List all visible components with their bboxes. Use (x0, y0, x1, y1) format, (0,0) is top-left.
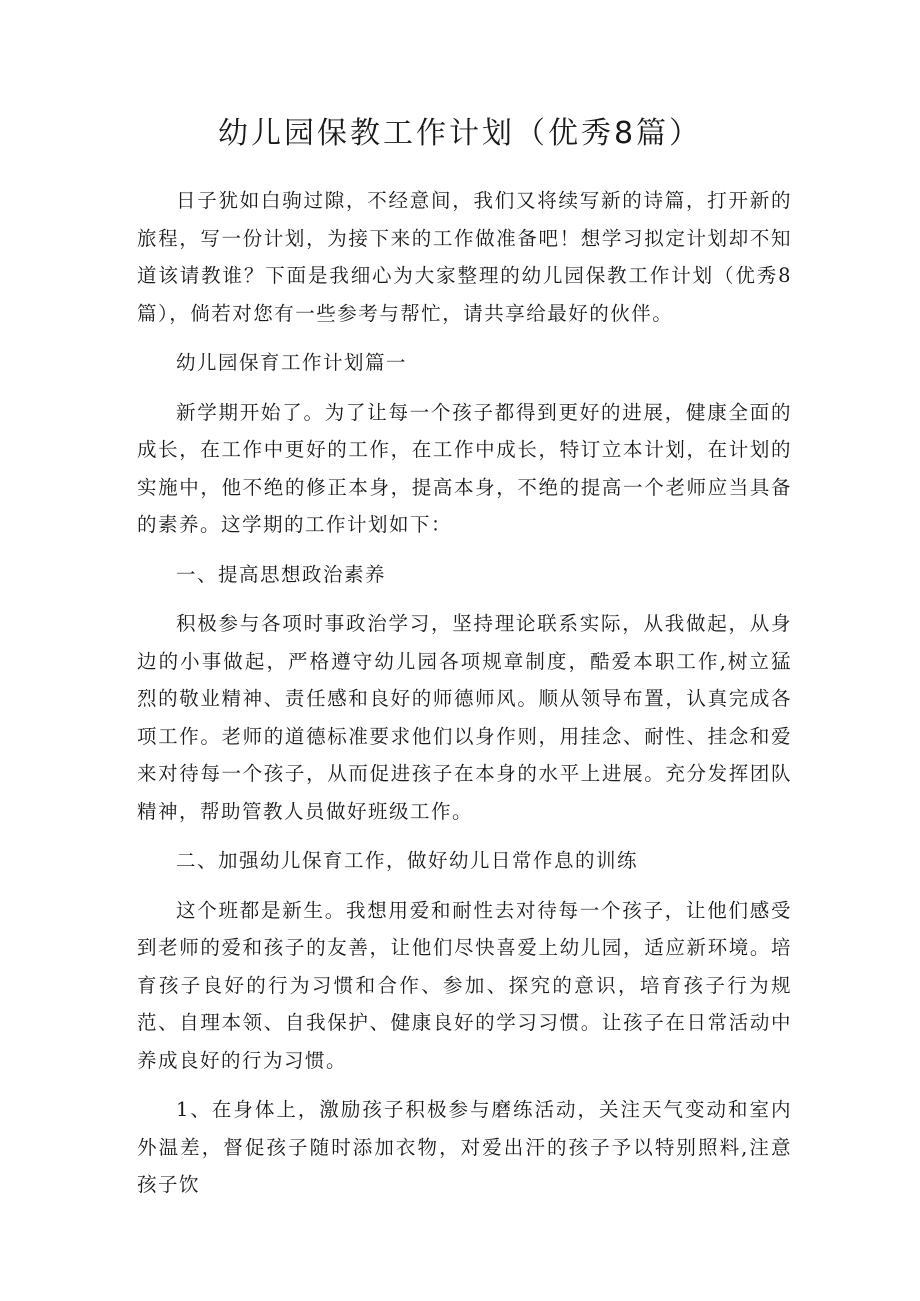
body-paragraph: 这个班都是新生。我想用爱和耐性去对待每一个孩子，让他们感受到老师的爱和孩子的友善，让他们尽快喜爱上幼儿园，适应新环境。培育孩子良好的行为习惯和合作、参加、探究的意识，培育孩子行为规范、自理本领、自我保护、健康良好的学习习惯。让孩子在日常活动中养成良好的行为习惯。 (137, 898, 792, 1072)
subsection-heading: 一、提高思想政治素养 (176, 562, 387, 586)
body-paragraph: 积极参与各项时事政治学习，坚持理论联系实际，从我做起，从身边的小事做起，严格遵守幼儿园各项规章制度，酷爱本职工作,树立猛烈的敬业精神、责任感和良好的师德师风。顺从领导布置，认真完成各项工作。老师的道德标准要求他们以身作则，用挂念、耐性、挂念和爱来对待每一个孩子，从而促进孩子在本身的水平上进展。充分发挥团队精神，帮助管教人员做好班级工作。 (137, 612, 792, 823)
document-body (137, 182, 792, 1216)
body-paragraph: 1、在身体上，激励孩子积极参与磨练活动，关注天气变动和室内外温差，督促孩子随时添加衣物，对爱出汗的孩子予以特别照料,注意孩子饮 (137, 1098, 792, 1196)
body-paragraph: 新学期开始了。为了让每一个孩子都得到更好的进展，健康全面的成长，在工作中更好的工作，在工作中成长，特订立本计划，在计划的实施中，他不绝的修正本身，提高本身，不绝的提高一个老师应当具备的素养。这学期的工作计划如下： (137, 400, 792, 536)
section-heading: 幼儿园保育工作计划篇一 (176, 351, 408, 374)
document-title: 幼儿园保教工作计划（优秀8篇） (217, 116, 703, 151)
intro-paragraph: 日子犹如白驹过隙，不经意间，我们又将续写新的诗篇，打开新的旅程，写一份计划，为接下来的工作做准备吧！想学习拟定计划却不知道该请教谁？下面是我细心为大家整理的幼儿园保教工作计划（优秀8篇），倘若对您有一些参考与帮忙，请共享给最好的伙伴。 (137, 189, 792, 325)
subsection-heading: 二、加强幼儿保育工作，做好幼儿日常作息的训练 (176, 849, 639, 872)
